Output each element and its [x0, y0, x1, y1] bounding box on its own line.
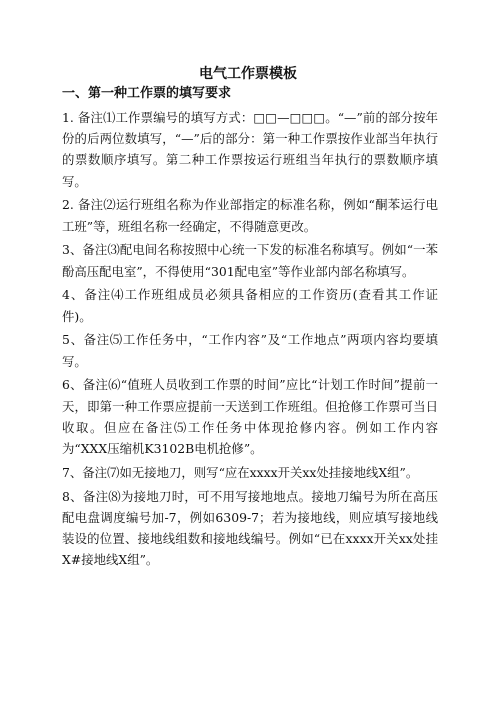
page-title: 电气工作票模板 — [199, 66, 297, 82]
document-body — [62, 107, 438, 573]
section-heading: 一、第一种工作票的填写要求 — [62, 86, 232, 101]
paragraph-4: 4、备注⑷工作班组成员必须具备相应的工作资历(查看其工作证件)。 — [62, 287, 438, 324]
paragraph-7: 7、备注⑺如无接地刀，则写“应在xxxx开关xx处挂接地线X组”。 — [62, 464, 419, 480]
paragraph-2: 2. 备注⑵运行班组名称为作业部指定的标准名称，例如“酮苯运行电工班”等，班组名称一经确定，不得随意更改。 — [62, 197, 438, 234]
paragraph-3: 3、备注⑶配电间名称按照中心统一下发的标准名称填写。例如“一苯酚高压配电室”，不得使用“301配电室”等作业部内部名称填写。 — [62, 242, 438, 279]
paragraph-6: 6、备注⑹“值班人员收到工作票的时间”应比“计划工作时间”提前一天，即第一种工作票应提前一天送到工作班组。但抢修工作票可当日收取。但应在备注⑸工作任务中体现抢修内容。例如工作内容为“XXX压缩机K3102B电机抢修”。 — [62, 377, 438, 457]
paragraph-1: 1. 备注⑴工作票编号的填写方式：□□—□□□。“—”前的部分按年份的后两位数填写，“—”后的部分：第一种工作票按作业部当年执行的票数顺序填写。第二种工作票按运行班组当年执行的票数顺序填写。 — [62, 110, 438, 189]
paragraph-8: 8、备注⑻为接地刀时，可不用写接地地点。接地刀编号为所在高压配电盘调度编号加-7，例如6309-7；若为接地线，则应填写接地线装设的位置、接地线组数和接地线编号。例如“已在xxxx开关xx处挂X#接地线X组”。 — [62, 488, 438, 568]
paragraph-5: 5、备注⑸工作任务中，“工作内容”及“工作地点”两项内容均要填写。 — [62, 332, 438, 369]
